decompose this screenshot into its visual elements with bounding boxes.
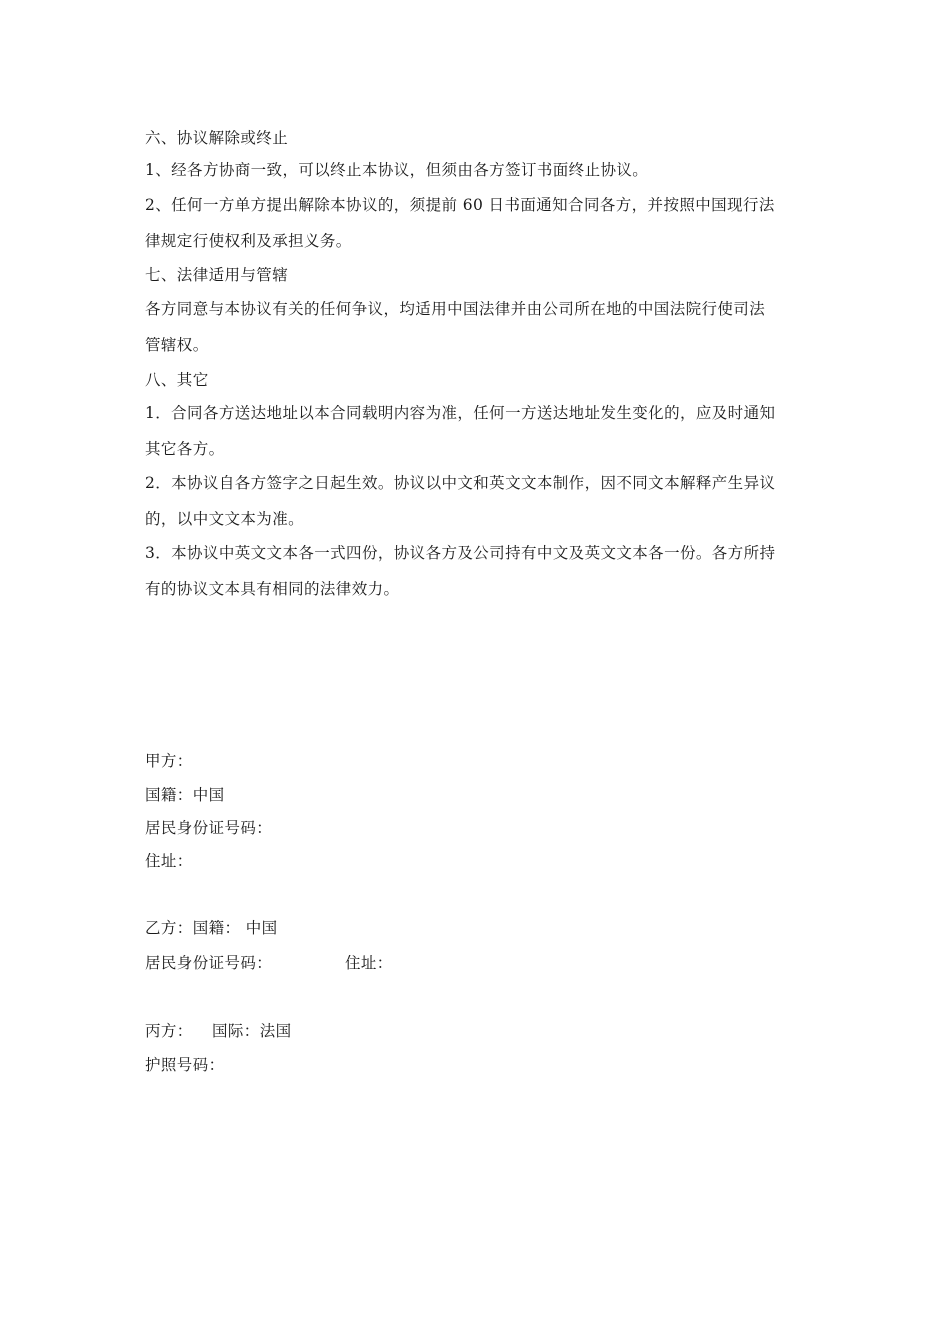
section6-heading: 六、协议解除或终止 (145, 129, 289, 147)
section6-item1: 1、经各方协商一致，可以终止本协议，但须由各方签订书面终止协议。 (145, 161, 649, 179)
section8-item3-line2: 有的协议文本具有相同的法律效力。 (145, 580, 400, 598)
section7-body-line1: 各方同意与本协议有关的任何争议，均适用中国法律并由公司所在地的中国法院行使司法 (145, 300, 766, 318)
party-c-nationality: 国际：法国 (212, 1022, 292, 1040)
party-b-address: 住址： (345, 954, 393, 972)
section7-body-line2: 管辖权。 (145, 336, 209, 354)
section8-heading: 八、其它 (145, 371, 209, 389)
party-c-label: 丙方： (145, 1022, 193, 1040)
party-b-id-number: 居民身份证号码： (145, 954, 273, 972)
party-a-id-number: 居民身份证号码： (145, 819, 273, 837)
party-b-label-nationality: 乙方：国籍： 中国 (145, 919, 278, 937)
section8-item1-line2: 其它各方。 (145, 440, 225, 458)
party-a-label: 甲方： (145, 752, 193, 770)
section8-item1-line1: 1．合同各方送达地址以本合同载明内容为准，任何一方送达地址发生变化的，应及时通知 (145, 404, 776, 422)
party-a-address: 住址： (145, 852, 193, 870)
section6-item2-line2: 律规定行使权利及承担义务。 (145, 232, 352, 250)
section8-item2-line2: 的，以中文文本为准。 (145, 510, 305, 528)
section8-item3-line1: 3．本协议中英文文本各一式四份，协议各方及公司持有中文及英文文本各一份。各方所持 (145, 544, 776, 562)
section6-item2-line1: 2、任何一方单方提出解除本协议的，须提前 60 日书面通知合同各方，并按照中国现行法 (145, 196, 775, 214)
section7-heading: 七、法律适用与管辖 (145, 266, 289, 284)
party-c-passport: 护照号码： (145, 1056, 225, 1074)
party-a-nationality: 国籍：中国 (145, 786, 225, 804)
section8-item2-line1: 2．本协议自各方签字之日起生效。协议以中文和英文文本制作，因不同文本解释产生异议 (145, 474, 776, 492)
